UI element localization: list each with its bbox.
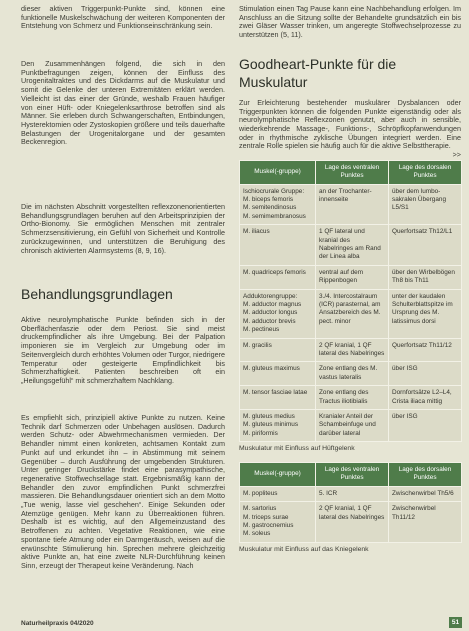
cell-ventral-point: 2 QF kranial, 1 QF lateral des Nabelringes (316, 502, 389, 543)
page-number: 51 (449, 617, 462, 628)
cell-dorsal-point: Zwischenwirbel Th5/6 (389, 486, 462, 501)
table-header-row (240, 160, 462, 184)
cell-ventral-point: 1 QF lateral und kranial des Nabelringes am Rand der Linea alba (316, 225, 389, 266)
cell-muscle: M. sartorius M. triceps surae M. gastrocnemius M. soleus (240, 502, 316, 543)
right-column (239, 5, 461, 554)
knee-muscle-table (239, 462, 462, 543)
table-row (240, 486, 462, 501)
cell-dorsal-point: Querfortsatz Th12/L1 (389, 225, 462, 266)
cell-dorsal-point: Querfortsatz Th11/12 (389, 338, 462, 362)
cell-ventral-point: ventral auf dem Rippenbogen (316, 265, 389, 289)
left-column (21, 0, 225, 631)
cell-muscle: M. popliteus (240, 486, 316, 501)
cell-dorsal-point: über den Wirbelbögen Th8 bis Th11 (389, 265, 462, 289)
table-row (240, 225, 462, 266)
header-ventral-point: Lage des ventralen Punktes (316, 462, 389, 486)
body-paragraph: dieser aktiven Triggerpunkt-Punkte sind, können eine funktionelle Muskelschwächung der weiteren Komponenten der Entstehung von Schmerz und Funktionseinschränkung sein. (21, 4, 225, 31)
cell-muscle: M. gluteus maximus (240, 362, 316, 386)
table-caption-hip: Muskulatur mit Einfluss auf Hüftgelenk (239, 445, 355, 453)
continue-marker: >> (452, 150, 461, 160)
section-heading-goodheart-points: Goodheart-Punkte für die Muskulatur (239, 55, 397, 90)
cell-ventral-point: Zone entlang des Tractus iliotibialis (316, 386, 389, 410)
cell-dorsal-point: über dem lumbo-sakralen Übergang L5/S1 (389, 184, 462, 225)
cell-ventral-point: 3./4. Intercostalraum (ICR) parasternal, am Ansatzbereich des M. pect. minor (316, 289, 389, 338)
table-row (240, 184, 462, 225)
cell-muscle: Ischiocrurale Gruppe: M. biceps femoris M. semitendinosus M. semimembranosus (240, 184, 316, 225)
cell-muscle: M. iliacus (240, 225, 316, 266)
cell-ventral-point: 5. ICR (316, 486, 389, 501)
cell-dorsal-point: Zwischenwirbel Th11/12 (389, 502, 462, 543)
body-paragraph: Die im nächsten Abschnitt vorgestellten reflexzonenorientierten Behandlungsgrundlagen beruhen auf den Arbeitsprinzipien der Ortho-Bionomy. Sie ermöglichen Menschen mit zentraler Schmerzsensitivierung, ein Gefühl von Sicherheit und Kontrolle zurückzugewinnen, und unterstützen die Beruhigung des chronisch aktivierten Alarmsystems (8, 9, 16). (21, 202, 225, 255)
cell-dorsal-point: über ISG (389, 410, 462, 442)
table-caption-knee: Muskulatur mit Einfluss auf das Kniegelenk (239, 545, 369, 553)
cell-dorsal-point: unter der kaudalen Schulterblattspitze im Ursprung des M. latissimus dorsi (389, 289, 462, 338)
header-muscle-group: Muskel(-gruppe) (240, 462, 316, 486)
cell-muscle: M. gluteus medius M. gluteus minimus M. piriformis (240, 410, 316, 442)
table-row (240, 410, 462, 442)
table-row (240, 362, 462, 386)
header-dorsal-point: Lage des dorsalen Punktes (389, 160, 462, 184)
table-row (240, 289, 462, 338)
cell-dorsal-point: Dornfortsätze L2–L4, Crista iliaca mittig (389, 386, 462, 410)
body-paragraph: Es empfiehlt sich, prinzipiell aktive Punkte zu nutzen. Keine Technik darf Schmerzen oder Unbehagen auslösen. Dadurch werden Schutz- oder Abwehrmechanismen vermieden. Der Behandler nimmt einen konkreten, achtsamen Kontakt zum Punkt auf und erkundet ihn – in Abstimmung mit seinem Gegenüber – durch Ausführung der umgebenden Strukturen. Unter geringer Druckstärke findet eine parasympathische, regenerative Stoffwechsellage statt. Ergebnismäßig kann der Behandler den zuvor empfindlichen Punkt schmerzfrei massieren. Die Behandlungsdauer orientiert sich an dem Motto „Tue wenig, lasse viel geschehen“. Einige Sekunden oder Atemzüge genügen. Mehr kann zu Überreaktionen führen. Deshalb ist es wichtig, auf den Allgemeinzustand des Betroffenen zu achten. Vegetative Reaktionen, wie eine spontane tiefe Atmung oder ein Darmgeräusch, weisen auf die erwünschte Stimulierung hin. Sprechen mehrere gleichzeitig aktive Punkte an, hat eine zweite NLR-Durchführung keinen Sinn, erzeugt der Therapeut keine Veränderung. Nach (21, 413, 225, 570)
cell-ventral-point: Kranialer Anteil der Schambeinfuge und darüber lateral (316, 410, 389, 442)
cell-ventral-point: 2 QF kranial, 1 QF lateral des Nabelringes (316, 338, 389, 362)
header-muscle-group: Muskel(-gruppe) (240, 160, 316, 184)
body-paragraph: Stimulation einen Tag Pause kann eine Nachbehandlung erfolgen. Im Anschluss an die Sitzung sollte der Behandelte grundsätzlich ein bis zwei Gläser Wasser trinken, um angeregte Stoffwechselprozesse zu unterstützen (5, 11). (239, 4, 461, 40)
cell-dorsal-point: über ISG (389, 362, 462, 386)
header-dorsal-point: Lage des dorsalen Punktes (389, 462, 462, 486)
hip-muscle-table (239, 160, 462, 443)
cell-muscle: M. tensor fasciae latae (240, 386, 316, 410)
section-heading-treatment-basics: Behandlungsgrundlagen (21, 286, 173, 302)
cell-ventral-point: Zone entlang des M. vastus lateralis (316, 362, 389, 386)
body-paragraph: Aktive neurolymphatische Punkte befinden sich in der Oberflächenfaszie oder dem Periost. Sie sind meist druckempfindlicher als ihre Umgebung. Bei der Palpation imponieren sie im Vergleich zur Umgebung oder im Seitenvergleich durch erhöhtes Volumen oder Turgor, niedrigere Temperatur oder gesteigerte Empfindlichkeit bis Schmerzhaftigkeit. Patienten beschreiben oft ein „Heilungsgefühl“ mit schmerzhaftem Nachklang. (21, 315, 225, 385)
footer-publication: Naturheilpraxis 04/2020 (21, 620, 94, 627)
table-row (240, 502, 462, 543)
cell-ventral-point: an der Trochanter-innenseite (316, 184, 389, 225)
table-row (240, 386, 462, 410)
cell-muscle: M. quadriceps femoris (240, 265, 316, 289)
header-ventral-point: Lage des ventralen Punktes (316, 160, 389, 184)
table-header-row (240, 462, 462, 486)
cell-muscle: M. gracilis (240, 338, 316, 362)
table-row (240, 265, 462, 289)
table-row (240, 338, 462, 362)
cell-muscle: Adduktorengruppe: M. adductor magnus M. adductor longus M. adductor brevis M. pectineus (240, 289, 316, 338)
body-paragraph (239, 97, 461, 160)
paragraph-text: Zur Erleichterung bestehender muskulärer Dysbalancen oder Triggerpunkten können die folgenden Punkte eigenständig oder als neurolymphatische Reflexzonen genutzt, aber auch in sensible, wiederkehrende Massage-, Funktions-, Schröpfkopfanwendungen oder in rhythmische zyklische Übungen integriert werden. Eine zentrale Rolle spielen sie häufig auch für die aktive Selbsttherapie. (239, 97, 461, 151)
body-paragraph: Den Zusammenhängen folgend, die sich in den Punktbefragungen zeigen, können der Einfluss des Urogenitaltraktes und des Dickdarms auf die Muskulatur und somit die Gelenke der unteren Extremitäten erklärt werden. Vielleicht ist das einer der Gründe, weshalb Frauen häufiger von einer Hüft- oder Kniegelenksarthrose betroffen sind als Männer. Sie erleben durch Schwangerschaften, Entbindungen, Hysterektomien oder Zystoskopien größere und teils dauerhafte Belastungen der Urogenitalorgane und der gesamten Beckenregion. (21, 59, 225, 147)
